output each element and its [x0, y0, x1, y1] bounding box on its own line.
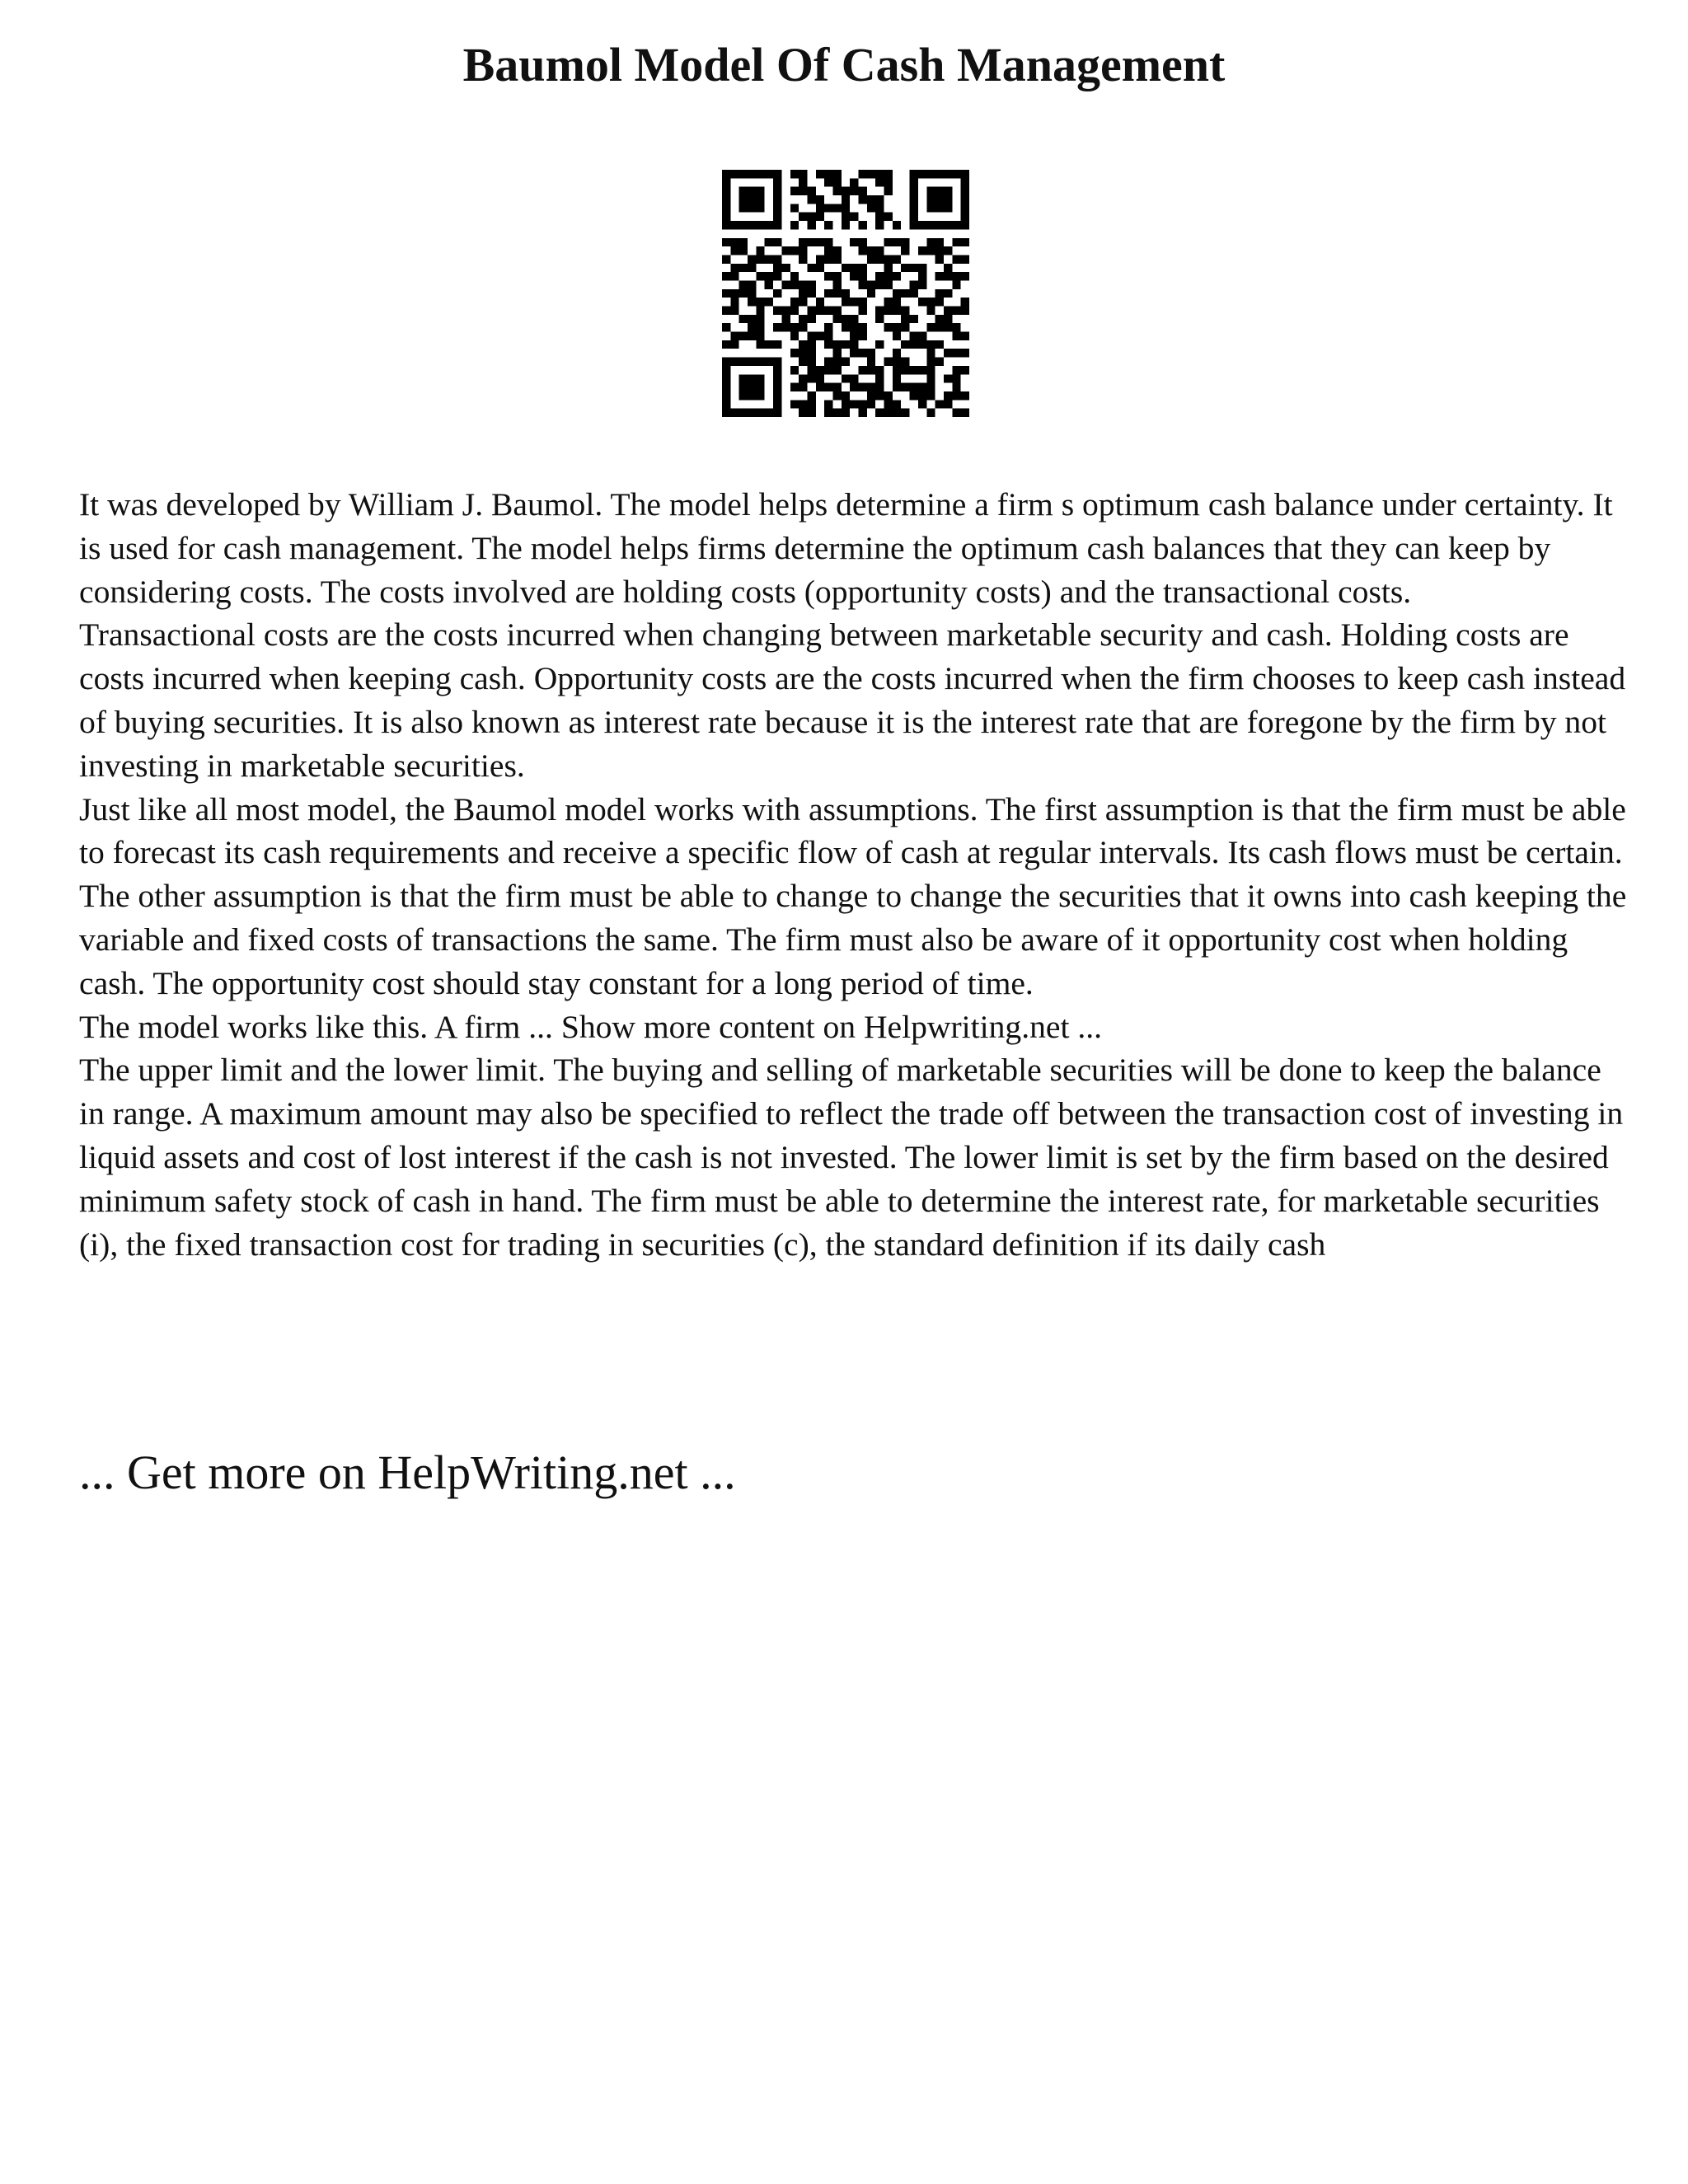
- qr-code-icon: [722, 170, 969, 417]
- get-more-link[interactable]: ... Get more on HelpWriting.net ...: [79, 1446, 736, 1499]
- paragraph: The model works like this. A firm ... Show more content on Helpwriting.net ...: [79, 1008, 1103, 1045]
- paragraph: It was developed by William J. Baumol. The model helps determine a firm s optimum cash balance under certainty. It is used for cash management. The model helps firms determine the optimum cash balances that they can keep by considering costs. The costs involved are holding costs (opportunity costs) and the transactional costs.: [79, 486, 1613, 610]
- paragraph: Transactional costs are the costs incurred when changing between marketable security and cash. Holding costs are costs incurred when keeping cash. Opportunity costs are the costs incurred when the firm chooses to keep cash instead of buying securities. It is also known as interest rate because it is the interest rate that are foregone by the firm by not investing in marketable securities.: [79, 616, 1626, 784]
- article-body: [79, 483, 1629, 1266]
- paragraph: Just like all most model, the Baumol model works with assumptions. The first assumption is that the firm must be able to forecast its cash requirements and receive a specific flow of cash at regular intervals. Its cash flows must be certain. The other assumption is that the firm must be able to change to change the securities that it owns into cash keeping the variable and fixed costs of transactions the same. The firm must also be aware of it opportunity cost when holding cash. The opportunity cost should stay constant for a long period of time.: [79, 790, 1627, 1001]
- page-title: Baumol Model Of Cash Management: [462, 38, 1226, 91]
- paragraph: The upper limit and the lower limit. The buying and selling of marketable securities will be done to keep the balance in range. A maximum amount may also be specified to reflect the trade off between the transaction cost of investing in liquid assets and cost of lost interest if the cash is not invested. The lower limit is set by the firm based on the desired minimum safety stock of cash in hand. The firm must be able to determine the interest rate, for marketable securities (i), the fixed transaction cost for trading in securities (c), the standard definition if its daily cash: [79, 1052, 1624, 1263]
